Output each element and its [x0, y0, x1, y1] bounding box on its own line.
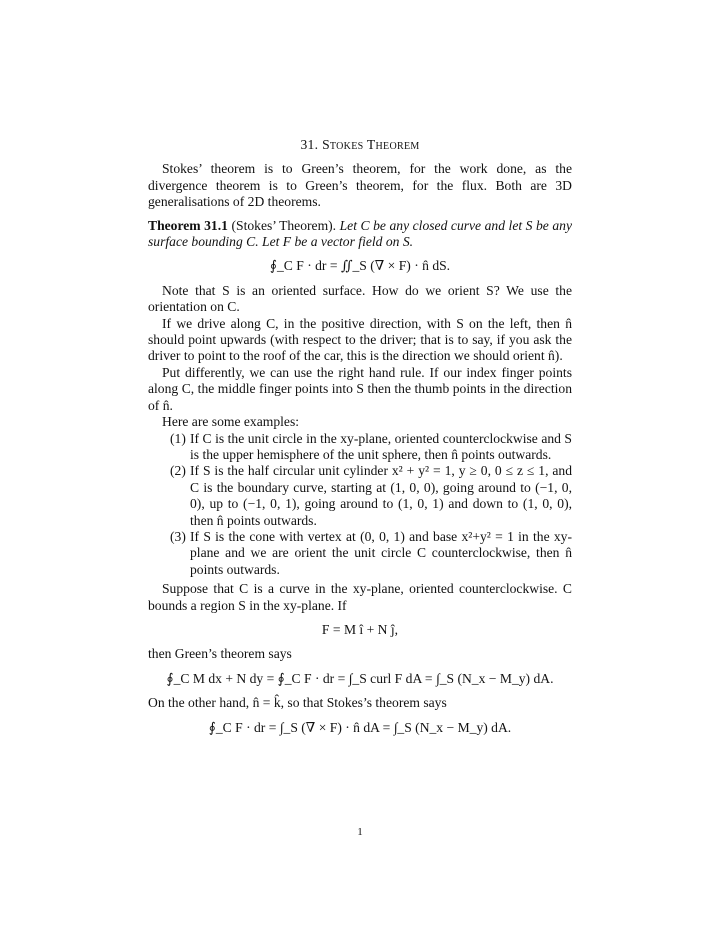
list-item-number: (1): [170, 430, 186, 446]
theorem-31-1: [148, 218, 572, 251]
list-item-text: If S is the cone with vertex at (0, 0, 1) and base x²+y² = 1 in the xy-plane and we are orient the unit circle C counterclockwise, then n̂ points outwards.: [190, 528, 572, 577]
list-item: [148, 529, 572, 578]
page-number: 1: [357, 826, 363, 838]
list-item-number: (2): [170, 463, 186, 479]
other-hand-paragraph: On the other hand, n̂ = k̂, so that Stokes’s theorem says: [148, 695, 447, 711]
theorem-label: Theorem 31.1: [148, 217, 228, 233]
examples-list: [148, 431, 572, 579]
intro-paragraph: Stokes’ theorem is to Green’s theorem, for the work done, as the divergence theorem is to Green’s theorem, for the flux. Both are 3D generalisations of 2D theorems.: [148, 161, 572, 210]
equation-vector-field: F = M î + N ĵ,: [321, 621, 399, 637]
section-title-text: Stokes Theorem: [322, 137, 420, 152]
list-item-number: (3): [170, 528, 186, 544]
list-item-text: If C is the unit circle in the xy-plane, oriented counterclockwise and S is the upper hemisphere of the unit sphere, then n̂ points outwards.: [190, 430, 572, 462]
suppose-paragraph: Suppose that C is a curve in the xy-plane, oriented counterclockwise. C bounds a region S in the xy-plane. If: [148, 581, 572, 613]
equation-greens: ∮_C M dx + N dy = ∮_C F · dr = ∫_S curl F dA = ∫_S (N_x − M_y) dA.: [166, 670, 554, 686]
greens-intro: then Green’s theorem says: [148, 646, 292, 662]
page-body: [148, 137, 572, 744]
section-number: 31.: [300, 137, 319, 152]
driver-paragraph: If we drive along C, in the positive direction, with S on the left, then n̂ should point upwards (with respect to the driver; that is to say, if you ask the driver to point to the roof of the car, this is the direction we should orient n̂).: [148, 315, 572, 364]
list-item-text: If S is the half circular unit cylinder x² + y² = 1, y ≥ 0, 0 ≤ z ≤ 1, and C is the boundary curve, starting at (1, 0, 0), going around to (−1, 0, 0), up to (−1, 0, 1), going around to (1, 0, 1) and down to (1, 0, 0), then n̂ points outwards.: [190, 463, 572, 528]
orientation-paragraph: Note that S is an oriented surface. How do we orient S? We use the orientation on C.: [148, 282, 572, 315]
equation-stokes: ∮_C F · dr = ∬_S (∇ × F) · n̂ dS.: [269, 258, 451, 274]
list-item: [148, 431, 572, 464]
section-title: [148, 137, 572, 153]
theorem-body: Let C be any closed curve and let S be any surface bounding C. Let F be a vector field on S.: [148, 217, 572, 250]
theorem-name: (Stokes’ Theorem).: [231, 217, 337, 233]
equation-stokes-planar: ∮_C F · dr = ∫_S (∇ × F) · n̂ dA = ∫_S (N_x − M_y) dA.: [208, 719, 512, 735]
examples-intro: Here are some examples:: [162, 414, 300, 430]
list-item: [148, 463, 572, 529]
right-hand-rule-paragraph: Put differently, we can use the right hand rule. If our index finger points along C, the middle finger points into S then the thumb points in the direction of n̂.: [148, 364, 572, 413]
